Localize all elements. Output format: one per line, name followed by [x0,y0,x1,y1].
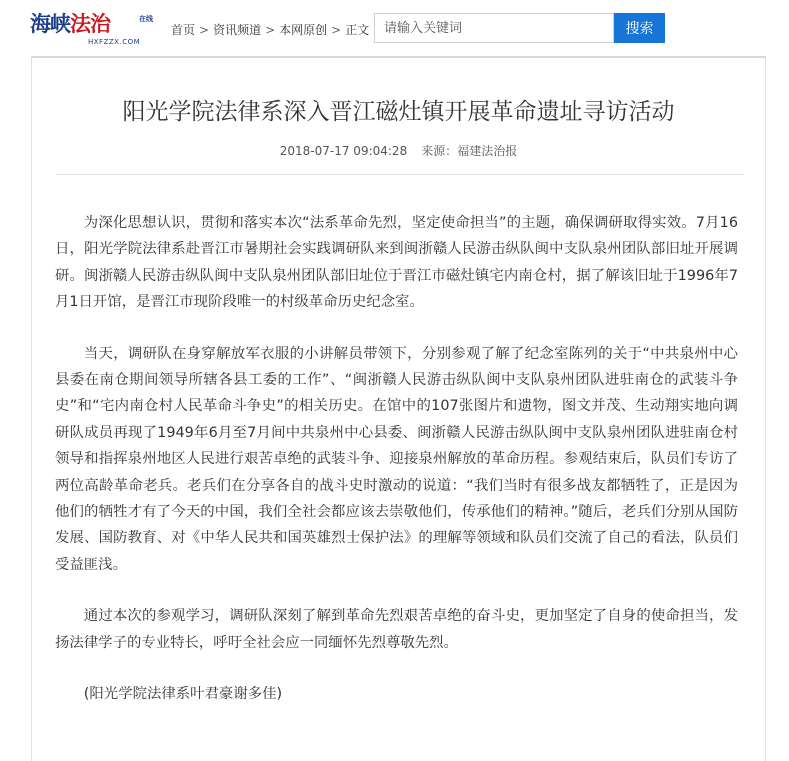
article-body [55,210,738,733]
article-paragraph: 为深化思想认识，贯彻和落实本次“法系革命先烈，坚定使命担当”的主题，确保调研取得实效。7月16日，阳光学院法律系赴晋江市暑期社会实践调研队来到闽浙赣人民游击纵队闽中支队泉州团队部旧址开展调研。闽浙赣人民游击纵队闽中支队泉州团队部旧址位于晋江市磁灶镇宅内南仓村，据了解该旧址于1996年7月1日开馆，是晋江市现阶段唯一的村级革命历史纪念室。 [55,215,738,311]
article-paragraph: 当天，调研队在身穿解放军衣服的小讲解员带领下，分别参观了解了纪念室陈列的关于“中共泉州中心县委在南仓期间领导所辖各县工委的工作”、“闽浙赣人民游击纵队闽中支队泉州团队进驻南仓的武装斗争史”和“宅内南仓村人民革命斗争史”的相关历史。在馆中的107张图片和遗物，图文并茂、生动翔实地向调研队成员再现了1949年6月至7月间中共泉州中心县委、闽浙赣人民游击纵队闽中支队泉州团队进驻南仓村领导和指挥泉州地区人民进行艰苦卓绝的武装斗争、迎接泉州解放的革命历程。参观结束后，队员们专访了两位高龄革命老兵。老兵们在分享各自的战斗史时激动的说道：“我们当时有很多战友都牺牲了，正是因为他们的牺牲才有了今天的中国，我们全社会都应该去崇敬他们，传承他们的精神。”随后，老兵们分别从国防发展、国防教育、对《中华人民共和国英雄烈士保护法》的理解等领域和队员们交流了自己的看法，队员们受益匪浅。 [55,345,738,573]
title-divider [56,174,744,175]
article-meta [32,142,765,160]
site-header [0,0,789,56]
logo-domain: HXFZZX.COM [88,38,141,46]
article-datetime: 2018-07-17 09:04:28 [279,144,408,158]
site-logo[interactable] [30,12,152,46]
article-title: 阳光学院法律系深入晋江磁灶镇开展革命遗址寻访活动 [122,99,675,125]
breadcrumb-separator: > [199,23,210,37]
breadcrumb-original[interactable]: 本网原创 [279,23,328,37]
breadcrumb [171,21,369,39]
article-credit: (阳光学院法律系叶君豪谢多佳) [83,686,283,703]
article-source[interactable]: 福建法治报 [457,144,518,158]
logo-online-mark: 在线 [139,15,153,23]
article-paragraph: 通过本次的参观学习，调研队深刻了解到革命先烈艰苦卓绝的奋斗史，更加坚定了自身的使命担当，发扬法律学子的专业特长，呼吁全社会应一同缅怀先烈尊敬先烈。 [55,608,738,651]
article-source-label: 来源： [421,144,458,158]
breadcrumb-separator: > [331,23,342,37]
breadcrumb-current: 正文 [345,23,370,37]
breadcrumb-separator: > [265,23,276,37]
search-button[interactable]: 搜索 [614,13,665,43]
article-container [31,56,766,761]
breadcrumb-news-channel[interactable]: 资讯频道 [213,23,262,37]
logo-wordmark: 海峡法治 [30,11,110,36]
search-input[interactable] [374,13,614,43]
breadcrumb-home[interactable]: 首页 [171,23,196,37]
